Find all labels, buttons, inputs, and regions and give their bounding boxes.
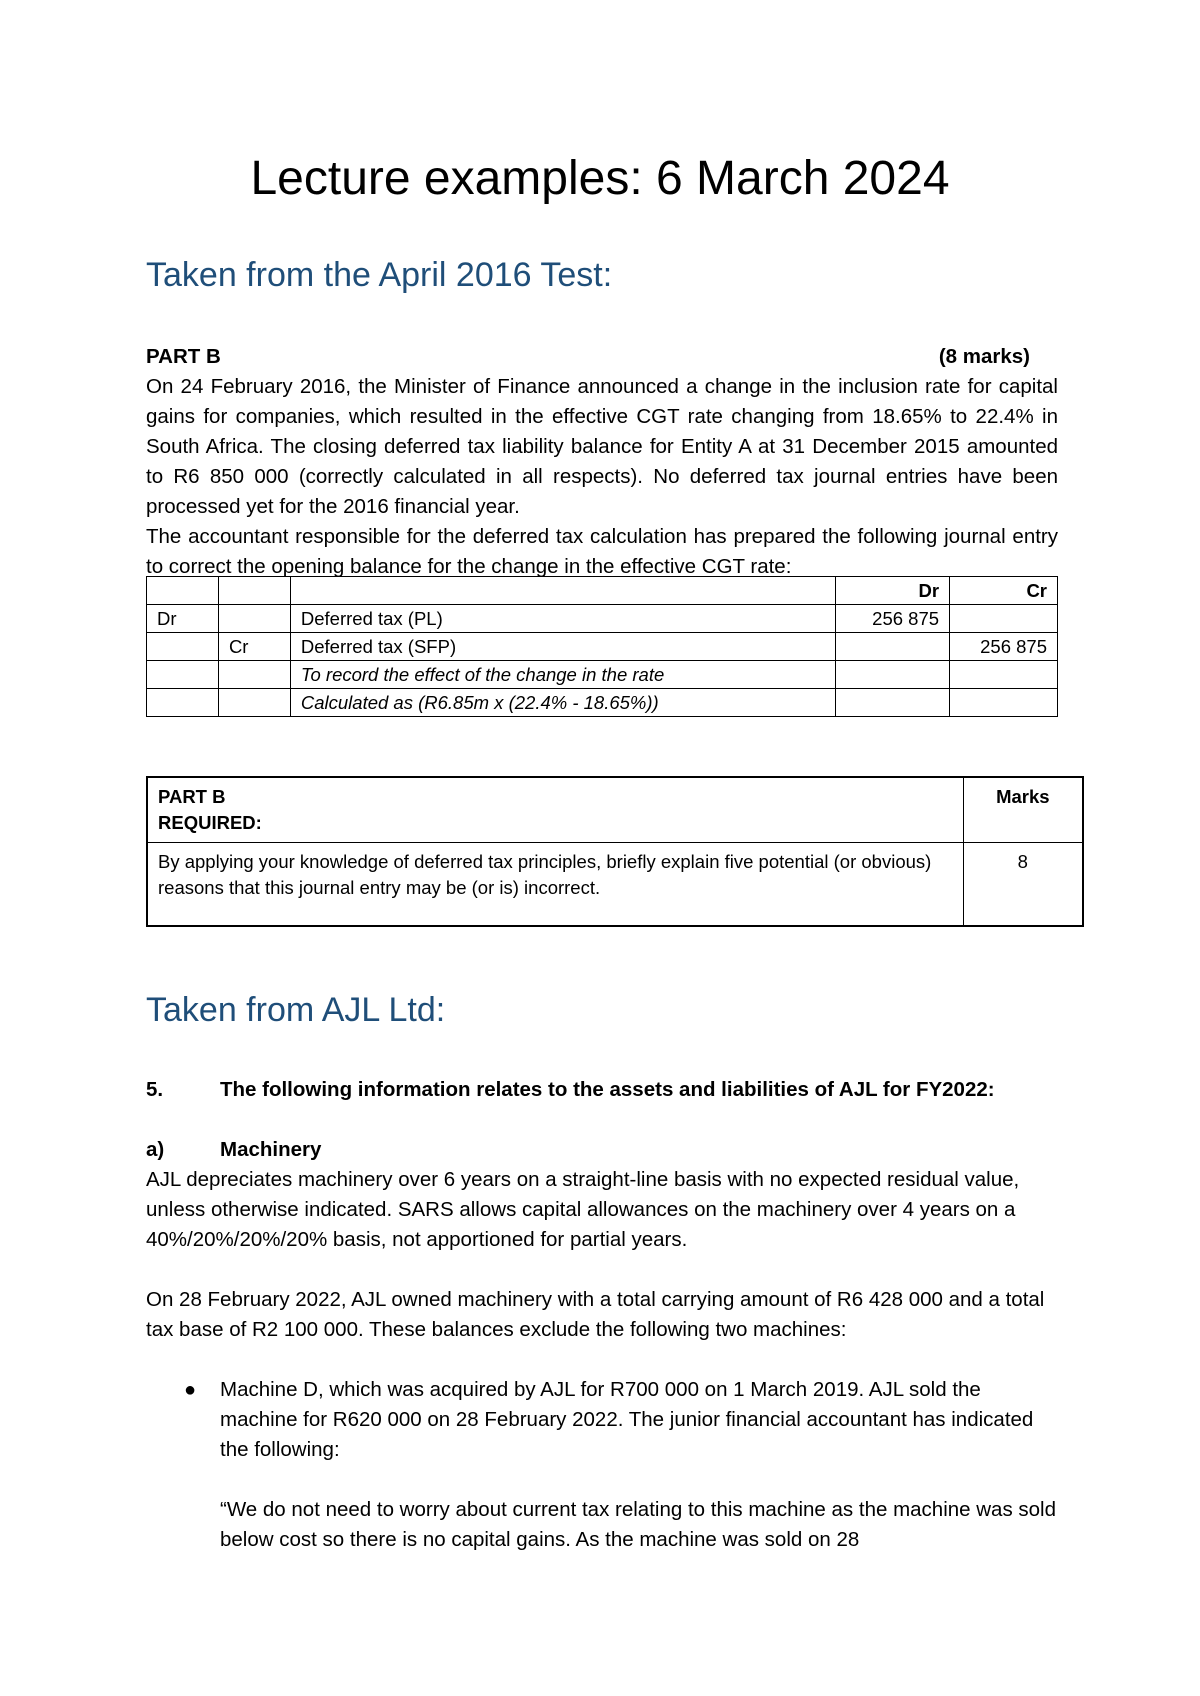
journal-cr-flag — [218, 689, 290, 717]
part-b-header-row — [146, 342, 1058, 372]
section-heading-april-2016: Taken from the April 2016 Test: — [146, 256, 613, 294]
journal-dr-amount — [836, 633, 950, 661]
journal-entry-table — [146, 576, 1058, 717]
journal-header-dr: Dr — [836, 577, 950, 605]
journal-row — [147, 633, 1058, 661]
required-table — [146, 776, 1084, 927]
journal-calculation-note: Calculated as (R6.85m x (22.4% - 18.65%)) — [290, 689, 835, 717]
page-title: Lecture examples: 6 March 2024 — [250, 152, 950, 205]
required-header-row — [147, 777, 1083, 843]
journal-cr-flag — [218, 661, 290, 689]
required-label: REQUIRED: — [158, 812, 262, 833]
required-part-label: PART B — [158, 786, 226, 807]
journal-dr-amount — [836, 661, 950, 689]
item-text: The following information relates to the assets and liabilities of AJL for FY2022: — [220, 1078, 995, 1101]
required-question-row — [147, 843, 1083, 927]
sub-item-title: Machinery — [220, 1138, 322, 1161]
part-b-marks: (8 marks) — [938, 345, 1030, 368]
part-b-intro — [146, 342, 1058, 582]
journal-cr-amount — [950, 605, 1058, 633]
journal-cr-flag: Cr — [218, 633, 290, 661]
item-number: 5. — [146, 1078, 164, 1101]
machinery-paragraph-1: AJL depreciates machinery over 6 years on a straight-line basis with no expected residual value, unless otherwise indicated. SARS allows capital allowances on the machinery over 4 years on a 40%/20%/20%/20% basis, not apportioned for partial years. — [146, 1168, 1020, 1251]
sub-item-label: a) — [146, 1138, 165, 1161]
machinery-paragraph-2: On 28 February 2022, AJL owned machinery with a total carrying amount of R6 428 000 and a total tax base of R2 100 000. These balances exclude the following two machines: — [146, 1288, 1045, 1341]
journal-row — [147, 661, 1058, 689]
journal-dr-flag — [147, 661, 219, 689]
journal-narration: To record the effect of the change in the rate — [290, 661, 835, 689]
bullet-icon: ● — [184, 1379, 197, 1401]
machine-d-list-item — [146, 1375, 1058, 1465]
journal-dr-flag — [147, 689, 219, 717]
journal-cr-amount — [950, 689, 1058, 717]
journal-header-cr: Cr — [950, 577, 1058, 605]
journal-dr-amount — [836, 689, 950, 717]
journal-cr-amount — [950, 661, 1058, 689]
journal-row — [147, 605, 1058, 633]
journal-description: Deferred tax (SFP) — [290, 633, 835, 661]
required-question: By applying your knowledge of deferred tax principles, briefly explain five potential (or obvious) reasons that this journal entry may be (or is) incorrect. — [147, 843, 963, 927]
journal-dr-amount: 256 875 — [836, 605, 950, 633]
journal-dr-flag: Dr — [147, 605, 219, 633]
journal-cr-amount: 256 875 — [950, 633, 1058, 661]
part-b-label: PART B — [146, 345, 221, 368]
required-marks: 8 — [963, 843, 1083, 927]
machine-d-text: Machine D, which was acquired by AJL for R700 000 on 1 March 2019. AJL sold the machine for R620 000 on 28 February 2022. The junior financial accountant has indicated the following: — [220, 1378, 1034, 1461]
journal-cr-flag — [218, 605, 290, 633]
machinery-section — [146, 1135, 1058, 1255]
journal-description: Deferred tax (PL) — [290, 605, 835, 633]
part-b-paragraph-2: The accountant responsible for the deferred tax calculation has prepared the following journal entry to correct the opening balance for the change in the effective CGT rate: — [146, 525, 1058, 578]
journal-row — [147, 689, 1058, 717]
ajl-item-5 — [146, 1075, 1058, 1105]
accountant-quote: “We do not need to worry about current tax relating to this machine as the machine was sold below cost so there is no capital gains. As the machine was sold on 28 — [220, 1498, 1057, 1551]
part-b-paragraph-1: On 24 February 2016, the Minister of Finance announced a change in the inclusion rate for capital gains for companies, which resulted in the effective CGT rate changing from 18.65% to 22.4% in South Africa. The closing deferred tax liability balance for Entity A at 31 December 2015 amounted to R6 850 000 (correctly calculated in all respects). No deferred tax journal entries have been processed yet for the 2016 financial year. — [146, 375, 1058, 518]
journal-header-row — [147, 577, 1058, 605]
marks-header: Marks — [963, 777, 1083, 843]
section-heading-ajl: Taken from AJL Ltd: — [146, 991, 446, 1029]
journal-dr-flag — [147, 633, 219, 661]
